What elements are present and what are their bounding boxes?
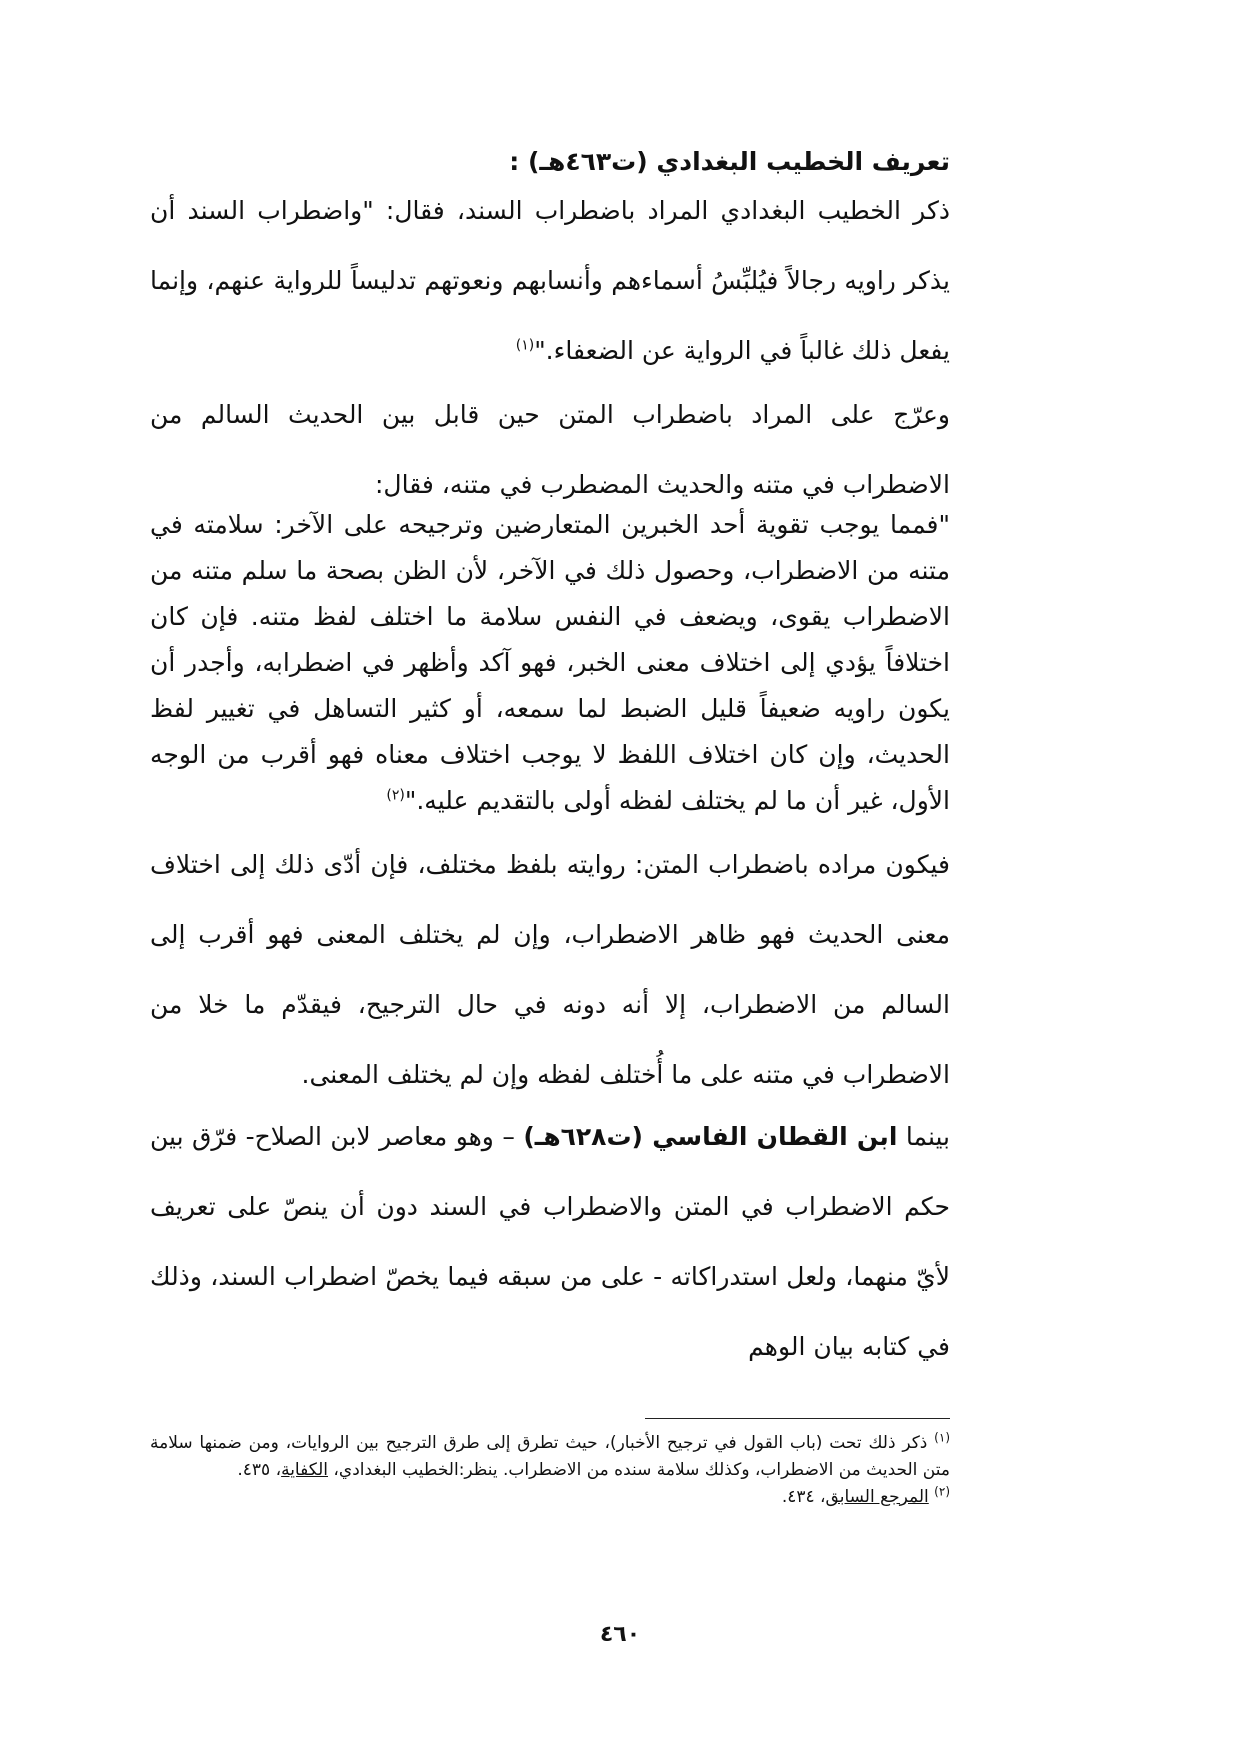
paragraph-commentary: فيكون مراده باضطراب المتن: روايته بلفظ مختلف، فإن أدّى ذلك إلى اختلاف معنى الحديث فهو ظاهر الاضطراب، وإن لم يختلف المعنى فهو أقرب إلى السالم من الاضطراب، إلا أنه دونه في حال الترجيح، فيقدّم ما خلا من الاضطراب في متنه على ما أُختلف لفظه وإن لم يختلف المعنى. xyxy=(150,850,950,1089)
footnote-1-text: ذكر ذلك تحت (باب القول في ترجيح الأخبار)، حيث تطرق إلى طرق الترجيح بين الروايات، ومن ضمنها سلامة متن الحديث من الاضطراب، وكذلك سلامة سنده من الاضطراب. ينظر:الخطيب البغدادي، xyxy=(150,1433,950,1480)
paragraph-text-rest: – وهو معاصر لابن الصلاح- فرّق بين حكم الاضطراب في المتن والاضطراب في السند دون أن ينصّ على تعريف لأيّ منهما، ولعل استدراكاته - على من سبقه فيما يخصّ اضطراب السند، وذلك في كتابه بيان الوهم xyxy=(150,1122,950,1361)
footnote-1 xyxy=(150,1430,950,1484)
footnote-ref-1[interactable]: (١) xyxy=(515,337,535,354)
block-quote-khatib xyxy=(150,502,950,824)
paragraph-text: ذكر الخطيب البغدادي المراد باضطراب السند، فقال: "واضطراب السند أن يذكر راويه رجالاً فيُلبِّسُ أسماءهم وأنسابهم ونعوتهم تدليساً للرواية عنهم، وإنما يفعل ذلك غالباً في الرواية عن الضعفاء." xyxy=(150,196,950,365)
paragraph-text-start: بينما xyxy=(897,1122,950,1151)
footnote-2-mark: (٢) xyxy=(934,1484,950,1499)
footnote-1-mark: (١) xyxy=(934,1430,950,1445)
quote-text: "فمما يوجب تقوية أحد الخبرين المتعارضين وترجيحه على الآخر: سلامته في متنه من الاضطراب، وحصول ذلك في الآخر، لأن الظن بصحة ما سلم متنه من الاضطراب يقوى، ويضعف في النفس سلامة ما اختلف لفظ متنه. فإن كان اختلافاً يؤدي إلى اختلاف معنى الخبر، فهو آكد وأظهر في اضطرابه، وأجدر أن يكون راويه ضعيفاً قليل الضبط لما سمعه، أو كثير التساهل في تغيير لفظ الحديث، وإن كان اختلاف اللفظ لا يوجب اختلاف معناه فهو أقرب من الوجه الأول، غير أن ما لم يختلف لفظه أولى بالتقديم عليه." xyxy=(150,510,950,815)
footnote-ref-2[interactable]: (٢) xyxy=(386,787,405,804)
paragraph-khatib-matn-intro: وعرّج على المراد باضطراب المتن حين قابل بين الحديث السالم من الاضطراب في متنه والحديث المضطرب في متنه، فقال: xyxy=(150,400,950,499)
footnotes xyxy=(150,1430,950,1511)
scholar-name: ابن القطان الفاسي (ت٦٢٨هـ) xyxy=(523,1122,898,1151)
paragraph-khatib-sanad xyxy=(150,176,950,386)
page-number: ٤٦٠ xyxy=(599,1622,641,1647)
footnote-2 xyxy=(150,1484,950,1511)
footnote-1-page: ، ٤٣٥. xyxy=(237,1460,282,1480)
footnote-1-book-title: الكفاية xyxy=(281,1460,328,1480)
footnote-2-page: ، ٤٣٤. xyxy=(781,1487,826,1507)
paragraph-ibn-qattan xyxy=(150,1102,950,1382)
footnote-2-book-title: المرجع السابق xyxy=(825,1487,929,1507)
footnote-separator xyxy=(645,1418,950,1419)
section-heading: تعريف الخطيب البغدادي (ت٤٦٣هـ) : xyxy=(509,147,950,176)
